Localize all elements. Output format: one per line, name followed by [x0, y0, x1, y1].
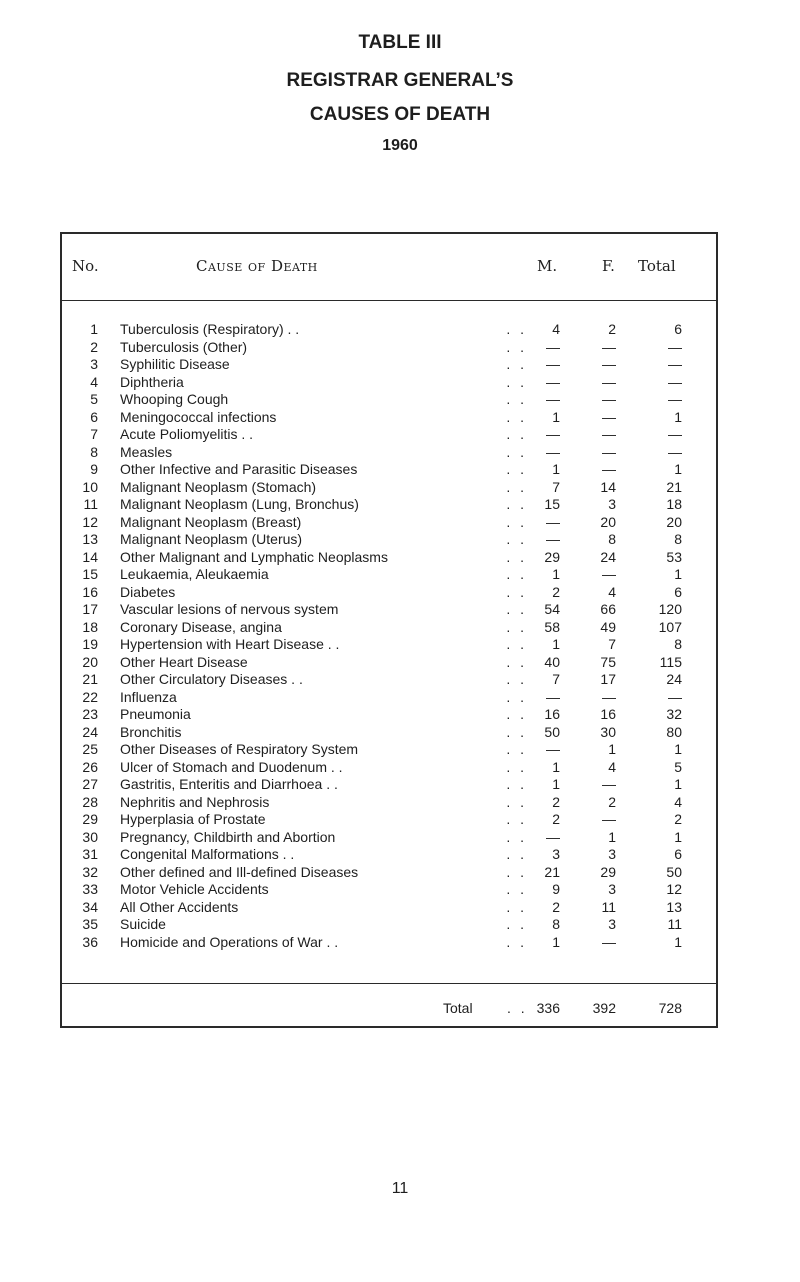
row-cause: Pneumonia — [120, 706, 191, 722]
row-total: 1 — [674, 741, 682, 757]
row-number: 25 — [82, 741, 98, 757]
table-row — [62, 584, 716, 602]
table-row — [62, 514, 716, 532]
row-number: 3 — [90, 356, 98, 372]
table-row — [62, 636, 716, 654]
row-cause: Ulcer of Stomach and Duodenum . . — [120, 758, 343, 775]
row-total: 11 — [667, 916, 682, 932]
row-cause: Measles — [120, 443, 173, 460]
row-total: — — [668, 426, 682, 442]
row-female: — — [602, 356, 616, 372]
row-male: 4 — [552, 321, 560, 337]
row-male: 1 — [552, 636, 560, 652]
row-number: 17 — [82, 601, 98, 617]
row-cause: Hypertension with Heart Disease . . — [120, 636, 340, 652]
row-cause: Other Diseases of Respiratory System — [120, 741, 359, 757]
row-number: 6 — [90, 408, 98, 425]
row-female: — — [602, 933, 616, 950]
row-male: — — [546, 338, 560, 355]
document-title: REGISTRAR GENERAL’S — [286, 70, 514, 91]
row-male: 2 — [552, 793, 560, 810]
leader-dots: . . — [506, 461, 527, 477]
row-total: 1 — [674, 933, 682, 950]
row-male: 40 — [544, 653, 560, 670]
row-male: 7 — [552, 671, 560, 687]
leader-dots: . . — [506, 618, 527, 635]
leader-dots: . . — [506, 583, 527, 600]
row-male: 54 — [544, 601, 560, 617]
table-row — [62, 794, 716, 812]
row-cause: Diabetes — [120, 583, 176, 600]
row-female: 1 — [608, 741, 616, 757]
header-male: M. — [537, 257, 558, 275]
row-female: — — [602, 566, 616, 582]
row-number: 14 — [82, 548, 98, 565]
row-cause: Nephritis and Nephrosis — [120, 793, 270, 810]
table-row — [62, 619, 716, 637]
totals-male: 336 — [536, 1000, 560, 1016]
row-cause: Leukaemia, Aleukaemia — [120, 566, 269, 582]
row-total: 1 — [674, 776, 682, 792]
row-total: 2 — [674, 811, 682, 827]
row-female: 7 — [608, 636, 616, 652]
table-row — [62, 549, 716, 567]
row-total: 1 — [674, 408, 682, 425]
row-cause: Pregnancy, Childbirth and Abortion — [120, 828, 336, 845]
table-row — [62, 881, 716, 899]
row-female: 24 — [600, 548, 616, 565]
leader-dots: . . — [506, 373, 527, 390]
row-female: — — [602, 811, 616, 827]
row-number: 7 — [90, 426, 98, 442]
table-row — [62, 689, 716, 707]
table-row — [62, 759, 716, 777]
header-female: F. — [602, 257, 615, 275]
table-row — [62, 531, 716, 549]
row-male: 1 — [552, 776, 560, 792]
row-male: 2 — [552, 583, 560, 600]
row-female: — — [602, 426, 616, 442]
row-male: — — [546, 688, 560, 705]
row-number: 35 — [82, 916, 98, 932]
row-number: 22 — [82, 688, 98, 705]
row-total: 1 — [674, 461, 682, 477]
row-male: 9 — [552, 881, 560, 897]
row-cause: Malignant Neoplasm (Stomach) — [120, 478, 317, 495]
row-female: — — [602, 391, 616, 407]
table-row — [62, 864, 716, 882]
table-row — [62, 479, 716, 497]
row-number: 24 — [82, 723, 98, 740]
row-male: — — [546, 513, 560, 530]
totals-leader-dots: . . — [507, 1000, 528, 1016]
row-female: 3 — [608, 496, 616, 512]
row-cause: Meningococcal infections — [120, 408, 277, 425]
row-total: 20 — [666, 513, 682, 530]
row-total: 115 — [659, 653, 682, 670]
totals-female: 392 — [592, 1000, 616, 1016]
leader-dots: . . — [506, 741, 527, 757]
totals-label: Total — [443, 1000, 473, 1016]
leader-dots: . . — [506, 531, 527, 547]
row-cause: Bronchitis — [120, 723, 182, 740]
row-number: 20 — [82, 653, 98, 670]
leader-dots: . . — [506, 881, 527, 897]
leader-dots: . . — [506, 916, 527, 932]
row-female: 8 — [608, 531, 616, 547]
row-male: — — [546, 443, 560, 460]
totals-total: 728 — [658, 1000, 682, 1016]
table-row — [62, 724, 716, 742]
row-number: 29 — [82, 811, 98, 827]
row-total: 8 — [674, 636, 682, 652]
row-total: 12 — [666, 881, 682, 897]
row-number: 31 — [82, 846, 98, 862]
table-row — [62, 601, 716, 619]
table-row — [62, 671, 716, 689]
row-female: 2 — [608, 321, 616, 337]
leader-dots: . . — [506, 898, 527, 915]
leader-dots: . . — [506, 793, 527, 810]
row-female: — — [602, 443, 616, 460]
leader-dots: . . — [506, 688, 527, 705]
table-row — [62, 321, 716, 339]
row-male: 15 — [544, 496, 560, 512]
row-female: 3 — [608, 916, 616, 932]
header-cause: Cause of Death — [196, 257, 318, 275]
row-total: 1 — [674, 566, 682, 582]
row-number: 1 — [90, 321, 98, 337]
row-number: 36 — [82, 933, 98, 950]
row-number: 23 — [82, 706, 98, 722]
row-female: — — [602, 688, 616, 705]
row-total: — — [668, 356, 682, 372]
row-cause: Malignant Neoplasm (Uterus) — [120, 531, 303, 547]
row-number: 2 — [90, 338, 98, 355]
row-cause: Acute Poliomyelitis . . — [120, 426, 254, 442]
row-male: 1 — [552, 566, 560, 582]
row-cause: Malignant Neoplasm (Breast) — [120, 513, 302, 530]
row-female: 30 — [600, 723, 616, 740]
row-male: — — [546, 426, 560, 442]
leader-dots: . . — [506, 811, 527, 827]
leader-dots: . . — [506, 496, 527, 512]
row-cause: All Other Accidents — [120, 898, 239, 915]
row-number: 15 — [82, 566, 98, 582]
row-female: 1 — [608, 828, 616, 845]
row-total: 21 — [666, 478, 682, 495]
table-row — [62, 496, 716, 514]
row-cause: Whooping Cough — [120, 391, 229, 407]
page-headings — [0, 32, 800, 156]
row-number: 13 — [82, 531, 98, 547]
row-male: 16 — [544, 706, 560, 722]
row-number: 18 — [82, 618, 98, 635]
row-cause: Other Heart Disease — [120, 653, 248, 670]
table-row — [62, 846, 716, 864]
row-number: 16 — [82, 583, 98, 600]
leader-dots: . . — [506, 478, 527, 495]
leader-dots: . . — [506, 601, 527, 617]
row-total: 24 — [666, 671, 682, 687]
table-row — [62, 461, 716, 479]
row-total: — — [668, 688, 682, 705]
leader-dots: . . — [506, 426, 527, 442]
table-row — [62, 916, 716, 934]
leader-dots: . . — [506, 356, 527, 372]
row-female: 17 — [600, 671, 616, 687]
row-total: 53 — [666, 548, 682, 565]
row-male: 2 — [552, 898, 560, 915]
row-cause: Vascular lesions of nervous system — [120, 601, 339, 617]
row-number: 5 — [90, 391, 98, 407]
row-female: 75 — [600, 653, 616, 670]
table-row — [62, 374, 716, 392]
leader-dots: . . — [506, 723, 527, 740]
leader-dots: . . — [506, 828, 527, 845]
leader-dots: . . — [506, 706, 527, 722]
row-number: 28 — [82, 793, 98, 810]
leader-dots: . . — [506, 863, 527, 880]
row-cause: Gastritis, Enteritis and Diarrhoea . . — [120, 776, 338, 792]
row-male: — — [546, 828, 560, 845]
row-cause: Malignant Neoplasm (Lung, Bronchus) — [120, 496, 359, 512]
row-female: — — [602, 338, 616, 355]
leader-dots: . . — [506, 321, 527, 337]
row-number: 21 — [82, 671, 98, 687]
table-body — [62, 321, 716, 951]
table-row — [62, 426, 716, 444]
row-number: 10 — [82, 478, 98, 495]
leader-dots: . . — [506, 566, 527, 582]
row-male: 1 — [552, 408, 560, 425]
row-male: 7 — [552, 478, 560, 495]
row-total: 6 — [674, 846, 682, 862]
row-cause: Homicide and Operations of War . . — [120, 933, 339, 950]
leader-dots: . . — [506, 636, 527, 652]
table-row — [62, 899, 716, 917]
row-total: — — [668, 443, 682, 460]
row-female: 3 — [608, 846, 616, 862]
row-cause: Suicide — [120, 916, 166, 932]
row-total: 107 — [658, 618, 682, 635]
row-cause: Other Malignant and Lymphatic Neoplasms — [120, 548, 388, 565]
row-female: — — [602, 408, 616, 425]
row-male: — — [546, 391, 560, 407]
row-female: 16 — [600, 706, 616, 722]
row-male: — — [546, 531, 560, 547]
row-total: 80 — [666, 723, 682, 740]
row-number: 30 — [82, 828, 98, 845]
row-male: — — [546, 741, 560, 757]
row-cause: Influenza — [120, 688, 177, 705]
row-number: 26 — [82, 758, 98, 775]
leader-dots: . . — [506, 548, 527, 565]
row-total: 32 — [666, 706, 682, 722]
row-male: 29 — [544, 548, 560, 565]
row-cause: Diphtheria — [120, 373, 184, 390]
table-row — [62, 811, 716, 829]
causes-of-death-table — [60, 232, 718, 1028]
row-male: 3 — [552, 846, 560, 862]
table-row — [62, 776, 716, 794]
table-row — [62, 409, 716, 427]
row-female: 4 — [608, 758, 616, 775]
row-number: 19 — [82, 636, 98, 652]
row-cause: Coronary Disease, angina — [120, 618, 282, 635]
row-cause: Tuberculosis (Other) — [120, 338, 248, 355]
row-female: 66 — [600, 601, 616, 617]
table-header — [62, 234, 716, 301]
row-female: 49 — [600, 618, 616, 635]
row-cause: Other Infective and Parasitic Diseases — [120, 461, 358, 477]
row-cause: Motor Vehicle Accidents — [120, 881, 269, 897]
row-number: 34 — [82, 898, 98, 915]
row-total: 5 — [674, 758, 682, 775]
row-male: 50 — [544, 723, 560, 740]
row-total: 4 — [674, 793, 682, 810]
leader-dots: . . — [506, 758, 527, 775]
row-male: 1 — [552, 758, 560, 775]
row-total: 18 — [666, 496, 682, 512]
leader-dots: . . — [506, 776, 527, 792]
document-year: 1960 — [382, 137, 418, 154]
table-label: TABLE III — [358, 32, 442, 53]
row-total: — — [668, 373, 682, 390]
leader-dots: . . — [506, 408, 527, 425]
page-number: 11 — [391, 1180, 409, 1197]
row-number: 4 — [90, 373, 98, 390]
row-number: 33 — [82, 881, 98, 897]
row-number: 27 — [82, 776, 98, 792]
row-female: — — [602, 776, 616, 792]
header-total: Total — [638, 257, 676, 275]
row-female: 2 — [608, 793, 616, 810]
row-male: 58 — [544, 618, 560, 635]
row-number: 12 — [82, 513, 98, 530]
table-row — [62, 829, 716, 847]
row-male: 1 — [552, 933, 560, 950]
row-female: — — [602, 461, 616, 477]
leader-dots: . . — [506, 846, 527, 862]
row-total: 50 — [666, 863, 682, 880]
table-row — [62, 741, 716, 759]
row-total: 120 — [658, 601, 682, 617]
row-total: 8 — [674, 531, 682, 547]
row-cause: Tuberculosis (Respiratory) . . — [120, 321, 300, 337]
row-cause: Congenital Malformations . . — [120, 846, 295, 862]
row-female: 20 — [600, 513, 616, 530]
table-row — [62, 339, 716, 357]
row-male: — — [546, 356, 560, 372]
row-female: 14 — [600, 478, 616, 495]
leader-dots: . . — [506, 653, 527, 670]
row-total: 6 — [674, 583, 682, 600]
header-no: No. — [72, 257, 99, 275]
row-total: — — [668, 391, 682, 407]
row-number: 32 — [82, 863, 98, 880]
row-total: 6 — [674, 321, 682, 337]
row-number: 8 — [90, 443, 98, 460]
row-cause: Hyperplasia of Prostate — [120, 811, 266, 827]
leader-dots: . . — [506, 443, 527, 460]
row-cause: Other Circulatory Diseases . . — [120, 671, 303, 687]
table-row — [62, 391, 716, 409]
document-subtitle: CAUSES OF DEATH — [309, 104, 491, 125]
row-male: 2 — [552, 811, 560, 827]
row-cause: Other defined and Ill-defined Diseases — [120, 863, 359, 880]
leader-dots: . . — [506, 933, 527, 950]
row-male: 1 — [552, 461, 560, 477]
row-female: 4 — [608, 583, 616, 600]
table-row — [62, 356, 716, 374]
table-row — [62, 934, 716, 952]
row-female: 11 — [601, 898, 616, 915]
row-total: — — [668, 338, 682, 355]
row-cause: Syphilitic Disease — [120, 356, 230, 372]
leader-dots: . . — [506, 338, 527, 355]
table-row — [62, 566, 716, 584]
leader-dots: . . — [506, 671, 527, 687]
row-male: 21 — [544, 863, 560, 880]
row-female: 3 — [608, 881, 616, 897]
table-totals-row — [62, 983, 716, 1026]
row-male: — — [546, 373, 560, 390]
row-female: — — [602, 373, 616, 390]
table-row — [62, 444, 716, 462]
leader-dots: . . — [506, 391, 527, 407]
row-number: 9 — [90, 461, 98, 477]
table-row — [62, 654, 716, 672]
row-female: 29 — [600, 863, 616, 880]
row-male: 8 — [552, 916, 560, 932]
row-total: 13 — [666, 898, 682, 915]
table-row — [62, 706, 716, 724]
row-total: 1 — [674, 828, 682, 845]
row-number: 11 — [83, 496, 98, 512]
leader-dots: . . — [506, 513, 527, 530]
